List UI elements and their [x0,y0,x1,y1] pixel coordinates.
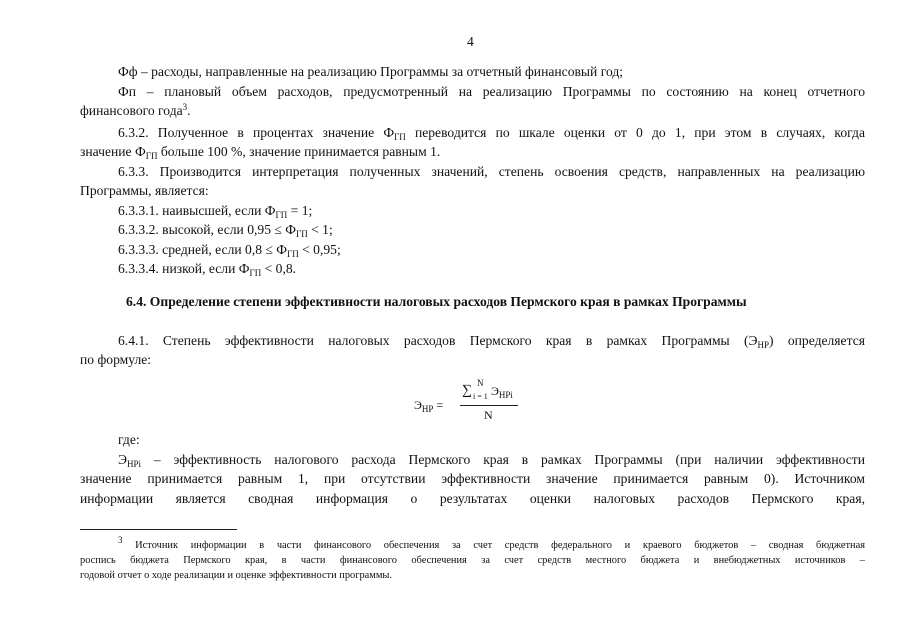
formula-term: $Э_{НРi}$ [491,384,513,400]
formula-sum-upper: N [477,378,484,388]
definition-ff: Фф – расходы, направленные на реализацию Программы за отчетный финансовый год; [118,64,624,79]
definition-fp-line2: финансового года$^3$. [80,102,191,118]
formula-denominator: N [484,408,493,422]
footnote-line3: годовой отчет о ходе реализации и оценке эффективности программы. [80,570,393,581]
level-item: 6.3.3.1. наивысшей, если $Ф_{ГП} = 1$; [118,203,313,220]
paragraph-633-line2: Программы, является: [80,183,209,198]
page-number: 4 [467,34,474,49]
paragraph-641-line1: 6.4.1. Степень эффективности налоговых расходов Пермского края в рамках Программы $(Э_{НР})$ определяется [118,333,865,350]
paragraph-enri-line1: $Э_{НРi}$ – эффективность налогового расхода Пермского края в рамках Программы (при наличии эффективности [118,452,865,469]
paragraph-641-line2: по формуле: [80,352,152,367]
definition-fp-line1: Фп – плановый объем расходов, предусмотренный на реализацию Программы по состоянию на конец отчетного [118,84,865,99]
formula-sum-symbol: ∑ [462,383,472,398]
footnote-separator [80,529,237,530]
formula-lhs: $Э_{НР}$ = [414,398,444,414]
section-heading: 6.4. Определение степени эффективности налоговых расходов Пермского края в рамках Программы [126,294,747,309]
footnote-reference: 3 [182,102,188,112]
paragraph-enri-line2: значение принимается равным 1, при отсутствии эффективности значение принимается равным 0). Источником [80,471,865,486]
footnote-line1: $^3$ Источник информации в части финансового обеспечения за счет средств федерального и краевого бюджетов – сводная бюджетная [118,535,865,551]
level-item: 6.3.3.2. высокой, если $0,95 \le Ф_{ГП} < 1$; [118,222,333,239]
paragraph-632-line1: 6.3.2. Полученное в процентах значение $Ф_{ГП}$ переводится по шкале оценки от 0 до 1, при этом в случаях, когда [118,125,865,142]
fraction-bar [460,405,518,406]
where-label: где: [118,432,140,447]
level-item: 6.3.3.4. низкой, если $Ф_{ГП} < 0,8$. [118,261,297,278]
paragraph-633-line1: 6.3.3. Производится интерпретация полученных значений, степень освоения средств, направленных на реализацию [118,164,865,179]
footnote-line2: роспись бюджета Пермского края, в части финансового обеспечения за счет средств местного бюджета и внебюджетных источников – [80,555,865,566]
paragraph-632-line2: значение $Ф_{ГП}$ больше 100 %, значение принимается равным 1. [80,144,441,161]
formula-sum-lower: i = 1 [473,392,488,401]
paragraph-enri-line3: информации является сводная информация о результатах оценки налоговых расходов Пермского края, [80,491,865,506]
level-item: 6.3.3.3. средней, если $0,8 \le Ф_{ГП} < 0,95$; [118,242,341,259]
